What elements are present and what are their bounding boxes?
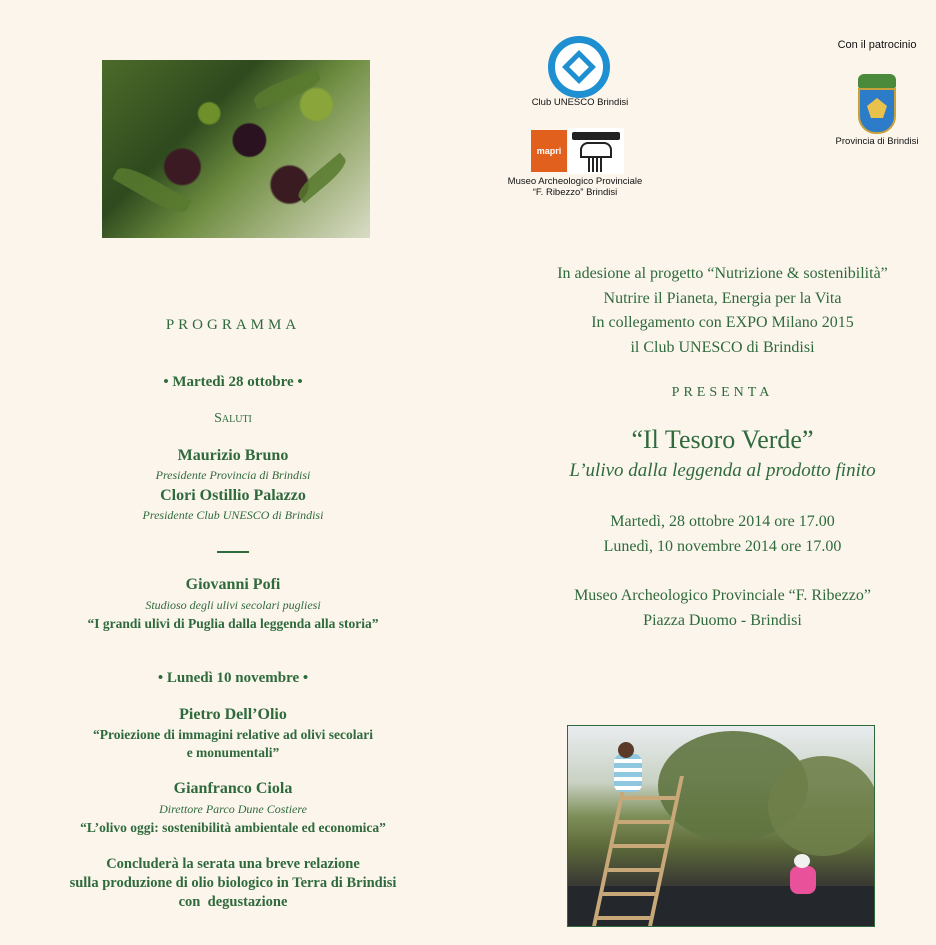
program-heading: PROGRAMMA [165, 317, 301, 333]
unesco-logo-mark [562, 50, 596, 84]
province-crest-icon [852, 74, 902, 136]
speaker-name: Giovanni Pofi [185, 576, 281, 593]
talk-title: e monumentali” [186, 745, 280, 760]
talk-title: “I grandi ulivi di Puglia dalla leggenda alla storia” [87, 616, 379, 631]
patronage-label: Con il patrocinio [837, 39, 917, 51]
capital-volute [580, 142, 612, 158]
tree-canopy [768, 756, 875, 856]
event-date: Martedì, 28 ottobre 2014 ore 17.00 [610, 513, 835, 530]
section-divider [217, 551, 249, 553]
child-head [794, 854, 810, 868]
leaf-shape [112, 161, 191, 218]
intro-line: In adesione al progetto “Nutrizione & sostenibilità” [557, 265, 888, 282]
child-figure [790, 866, 816, 894]
worker-figure [614, 754, 642, 792]
mapri-logo-text: mapri [536, 146, 562, 156]
olive-branch-photo [102, 60, 370, 238]
talk-title: “Proiezione di immagini relative ad olivi secolari [93, 727, 373, 742]
crest-crown [858, 74, 896, 88]
ionic-capital-icon [568, 128, 624, 174]
leaf-shape [251, 69, 323, 110]
speaker-role: Studioso degli ulivi secolari pugliesi [145, 598, 321, 612]
capital-abacus [572, 132, 620, 140]
speaker-name: Pietro Dell’Olio [179, 706, 287, 723]
province-caption: Provincia di Brindisi [835, 136, 919, 147]
event-subtitle: L’ulivo dalla leggenda al prodotto finito [569, 460, 876, 481]
talk-title: “L’olivo oggi: sostenibilità ambientale ed economica” [80, 820, 386, 835]
worker-head [618, 742, 634, 758]
intro-line: In collegamento con EXPO Milano 2015 [591, 314, 854, 331]
speaker-role: Presidente Provincia di Brindisi [155, 468, 311, 482]
unesco-caption: Club UNESCO Brindisi [531, 97, 629, 108]
event-venue: Museo Archeologico Provinciale “F. Ribezzo” [574, 587, 871, 604]
speaker-name: Clori Ostillio Palazzo [160, 487, 306, 504]
day2-date: • Lunedì 10 novembre • [157, 670, 309, 686]
olive-harvest-photo [567, 725, 875, 927]
presents-label: PRESENTA [671, 385, 774, 400]
speaker-name: Maurizio Bruno [177, 447, 289, 464]
speaker-role: Presidente Club UNESCO di Brindisi [142, 508, 324, 522]
unesco-logo-icon [548, 36, 610, 98]
closing-text: Concluderà la serata una breve relazione [106, 856, 360, 872]
capital-column [588, 158, 604, 172]
speaker-role: Direttore Parco Dune Costiere [159, 802, 307, 816]
intro-line: il Club UNESCO di Brindisi [630, 339, 815, 356]
leaf-shape [294, 153, 350, 204]
speaker-name: Gianfranco Ciola [173, 780, 293, 797]
closing-text: con degustazione [178, 894, 288, 910]
event-date: Lunedì, 10 novembre 2014 ore 17.00 [603, 538, 842, 555]
intro-line: Nutrire il Pianeta, Energia per la Vita [603, 290, 842, 307]
museum-caption: Museo Archeologico Provinciale [507, 176, 643, 187]
event-address: Piazza Duomo - Brindisi [643, 612, 802, 629]
museum-caption: “F. Ribezzo” Brindisi [532, 187, 618, 198]
greetings-label: Saluti [214, 411, 252, 426]
event-title: “Il Tesoro Verde” [631, 425, 814, 454]
day1-date: • Martedì 28 ottobre • [163, 374, 303, 390]
closing-text: sulla produzione di olio biologico in Terra di Brindisi [69, 875, 397, 891]
